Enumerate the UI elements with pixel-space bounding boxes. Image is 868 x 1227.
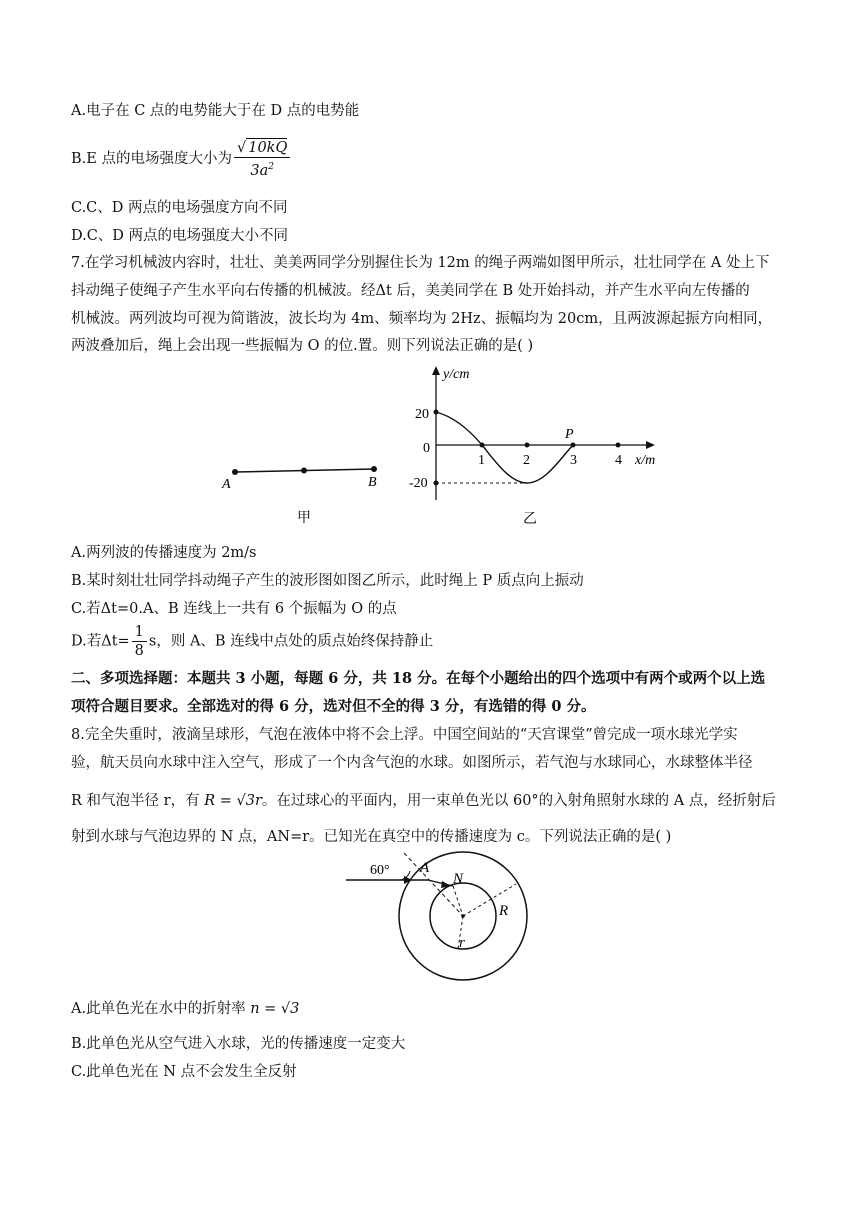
q8-stem-line2: 验，航天员向水球中注入空气，形成了一个内含气泡的水球。如图所示，若气泡与水球同心，水球整体半径 xyxy=(71,755,753,771)
q8-option-a-math: n = √3 xyxy=(250,1001,300,1017)
section2-heading-line2: 项符合题目要求。全部选对的得 6 分，选对但不全的得 3 分，有选错的得 0 分。 xyxy=(71,698,596,715)
wave-curve xyxy=(436,412,573,483)
figure-water-ball xyxy=(340,850,550,985)
q8-stem-line3-b: 。在过球心的平面内，用一束单色光以 60°的入射角照射水球的 A 点，经折射后 xyxy=(261,793,776,809)
q7-stem-line2: 抖动绳子使绳子产生水平向右传播的机械波。经Δt 后，美美同学在 B 处开始抖动，并产生水平向左传播的 xyxy=(71,283,750,299)
figure-jia xyxy=(210,455,400,530)
label-a-point: A xyxy=(420,860,430,876)
rope-point-b xyxy=(371,466,377,472)
q7-stem-line1: 7.在学习机械波内容时，壮壮、美美两同学分别握住长为 12m 的绳子两端如图甲所示，壮壮同学在 A 处上下 xyxy=(71,255,770,271)
point-x1 xyxy=(480,443,485,448)
q7-stem-line3: 机械波。两列波均可视为简谐波，波长均为 4m、频率均为 2Hz、振幅均为 20cm，且两波源起振方向相同， xyxy=(71,311,773,327)
q7-option-c: C.若Δt=0.A、B 连线上一共有 6 个振幅为 O 的点 xyxy=(71,601,397,617)
figure-yi xyxy=(405,362,670,527)
x-tick-3: 3 xyxy=(570,453,577,468)
q7-frac-numerator: 1 xyxy=(132,623,147,642)
q8-stem-line4: 射到水球与气泡边界的 N 点，AN=r。已知光在真空中的传播速度为 c。下列说法正确的是( ) xyxy=(71,829,672,845)
q7-option-d xyxy=(71,623,433,660)
q7-option-d-suffix: s，则 A、B 连线中点处的质点始终保持静止 xyxy=(148,633,434,650)
caption-yi: 乙 xyxy=(523,512,537,527)
point-y20 xyxy=(434,410,439,415)
caption-jia: 甲 xyxy=(297,511,311,526)
q6-frac-exponent: 2 xyxy=(268,162,274,172)
q8-option-c: C.此单色光在 N 点不会发生全反射 xyxy=(71,1064,297,1080)
x-tick-4: 4 xyxy=(615,453,622,468)
y-tick-20: 20 xyxy=(415,407,429,422)
y-axis-label: y/cm xyxy=(443,367,470,382)
q6-option-d: D.C、D 两点的电场强度大小不同 xyxy=(71,228,289,244)
q7-option-d-prefix: D.若Δt= xyxy=(71,633,130,650)
rope-point-mid xyxy=(301,468,307,474)
q8-stem-line3-a: R 和气泡半径 r，有 xyxy=(71,793,205,809)
point-yneg20 xyxy=(434,481,439,486)
y-tick-0: 0 xyxy=(423,441,430,456)
n-center-line xyxy=(453,886,463,916)
q8-stem-line1: 8.完全失重时，液滴呈球形，气泡在液体中将不会上浮。中国空间站的“天宫课堂”曾完成一项水球光学实 xyxy=(71,727,738,743)
y-axis-arrow xyxy=(432,366,440,375)
angle-label: 60° xyxy=(370,863,390,878)
q8-option-b: B.此单色光从空气进入水球，光的传播速度一定变大 xyxy=(71,1036,406,1052)
point-p xyxy=(571,443,576,448)
point-x4 xyxy=(616,443,621,448)
section2-heading-line1: 二、多项选择题：本题共 3 小题，每题 6 分，共 18 分。在每个小题给出的四个选项中有两个或两个以上选 xyxy=(71,670,766,687)
q6-option-a: A.电子在 C 点的电势能大于在 D 点的电势能 xyxy=(71,103,360,119)
q7-option-d-fraction xyxy=(132,623,147,660)
point-x2 xyxy=(525,443,530,448)
label-n-point: N xyxy=(453,871,464,887)
q6-option-b-fraction: $\frac{√ 10kQ}{3a^2}$ xyxy=(234,138,290,180)
q8-option-a-prefix: A.此单色光在水中的折射率 xyxy=(71,1001,251,1017)
x-axis-label: x/m xyxy=(635,453,656,468)
q7-stem-line4: 两波叠加后，绳上会出现一些振幅为 O 的位.置。则下列说法正确的是( ) xyxy=(71,338,534,354)
q6-frac-numerator: 10kQ xyxy=(248,140,288,156)
x-tick-1: 1 xyxy=(478,453,485,468)
rope-point-a xyxy=(232,469,238,475)
q6-option-b-prefix: B.E 点的电场强度大小为 xyxy=(71,150,232,167)
label-small-r: r xyxy=(459,935,465,951)
q7-option-b: B.某时刻壮壮同学抖动绳子产生的波形图如图乙所示，此时绳上 P 质点向上振动 xyxy=(71,573,584,589)
y-tick-neg20: -20 xyxy=(409,476,428,491)
center-point xyxy=(461,914,465,918)
q7-frac-denominator: 8 xyxy=(134,643,144,659)
q6-frac-denominator: 3a xyxy=(250,162,269,179)
x-tick-2: 2 xyxy=(523,453,530,468)
label-b: B xyxy=(368,475,377,490)
q8-stem-line3-math: R = √3r xyxy=(204,793,262,809)
q6-option-b xyxy=(71,138,292,180)
label-a: A xyxy=(222,477,231,492)
label-big-r: R xyxy=(499,903,509,919)
point-p-label: P xyxy=(565,427,574,442)
q8-stem-line3 xyxy=(71,789,776,810)
q6-option-c: C.C、D 两点的电场强度方向不同 xyxy=(71,200,288,216)
x-axis-arrow xyxy=(646,441,655,449)
q7-option-a: A.两列波的传播速度为 2m/s xyxy=(71,545,257,561)
q8-option-a xyxy=(71,997,299,1018)
